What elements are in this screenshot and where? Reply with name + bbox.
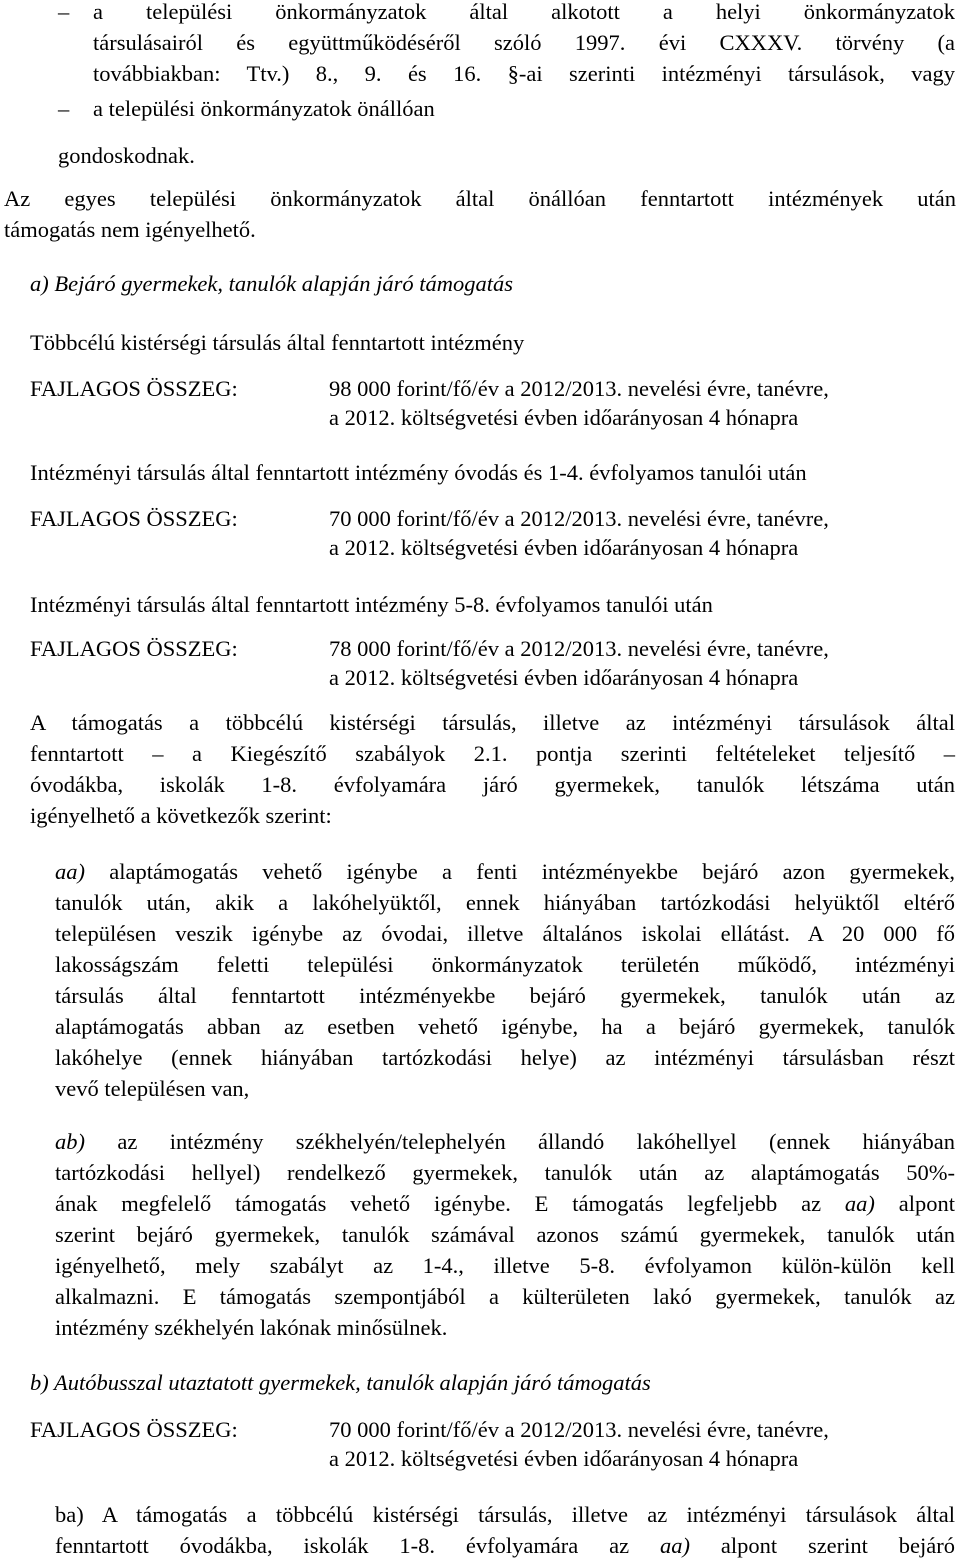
list-line: társulásairól és együttműködéséről szóló 1997. évi CXXXV. törvény (a [93, 30, 955, 55]
fajlagos-amount-2: a 2012. költségvetési évben időarányosan 4 hónapra [329, 535, 799, 560]
point-marker: aa) [55, 859, 85, 884]
list-dash: – [58, 96, 70, 121]
fajlagos-amount-2: a 2012. költségvetési évben időarányosan 4 hónapra [329, 665, 799, 690]
gondoskodnak-text: gondoskodnak. [58, 143, 195, 168]
fajlagos-label: FAJLAGOS ÖSSZEG: [30, 376, 238, 401]
list-line: a települési önkormányzatok által alkotott a helyi önkormányzatok [93, 0, 955, 24]
fajlagos-label: FAJLAGOS ÖSSZEG: [30, 636, 238, 661]
fajlagos-amount-2: a 2012. költségvetési évben időarányosan 4 hónapra [329, 1446, 799, 1471]
section-title: Többcélú kistérségi társulás által fenntartott intézmény [30, 330, 525, 355]
section-title: Intézményi társulás által fenntartott intézmény óvodás és 1-4. évfolyamos tanulói után [30, 460, 807, 485]
point-aa: aa) alaptámogatás vehető igénybe a fenti intézményekbe bejáró azon gyermekek, tanulók után, akik a lakóhelyüktől, ennek hiányában tartózkodási helyüktől eltérő településen veszik igénybe az óvodai, illetve általános iskolai ellátást. A 20 000 fő lakosságszám feletti települési önkormányzatok területén működő, intézményi társulás által fenntartott intézményekbe bejáró gyermekek, tanulók után az alaptámogatás abban az esetben vehető igénybe, ha a bejáró gyermekek, tanulók lakóhelye (ennek hiányában tartózkodási helye) az intézményi társulásban részt vevő településen van, [55, 859, 956, 1101]
heading-a: a) Bejáró gyermekek, tanulók alapján járó támogatás [30, 271, 514, 296]
point-ab: ab) az intézmény székhelyén/telephelyén állandó lakóhellyel (ennek hiányában tartózkodási hellyel) rendelkező gyermekek, tanulók után az alaptámogatás 50%- ának megfelelő támogatás vehető igénybe. E támogatás legfeljebb az aa) alpont szerint bejáró gyermekek, tanulók számával azonos számú gyermekek, tanulók után igényelhető, mely szabályt az 1-4., illetve 5-8. évfolyamon külön-külön kell alkalmazni. E támogatás szempontjából a külterületen lakó gyermekek, tanulók az intézmény székhelyén lakónak minősülnek. [55, 1129, 956, 1340]
point-ba: ba) A támogatás a többcélú kistérségi társulás, illetve az intézményi társulások által fenntartott óvodákba, iskolák 1-8. évfolyamára az aa) alpont szerint bejáró [55, 1502, 955, 1558]
fajlagos-amount: 70 000 forint/fő/év a 2012/2013. nevelési évre, tanévre, [329, 1417, 829, 1442]
list-dash: – [58, 0, 70, 24]
support-paragraph: A támogatás a többcélú kistérségi társulás, illetve az intézményi társulások által fenntartott – a Kiegészítő szabályok 2.1. pontja szerinti feltételeket teljesítő – óvodákba, iskolák 1-8. évfolyamára járó gyermekek, tanulók létszáma után igényelhető a következők szerint: [30, 710, 955, 828]
section-title: Intézményi társulás által fenntartott intézmény 5-8. évfolyamos tanulói után [30, 592, 713, 617]
heading-b: b) Autóbusszal utaztatott gyermekek, tanulók alapján járó támogatás [30, 1370, 651, 1395]
fajlagos-amount: 70 000 forint/fő/év a 2012/2013. nevelési évre, tanévre, [329, 506, 829, 531]
list-line: továbbiakban: Ttv.) 8., 9. és 16. §-ai szerinti intézményi társulások, vagy [93, 61, 955, 86]
fajlagos-amount: 78 000 forint/fő/év a 2012/2013. nevelési évre, tanévre, [329, 636, 829, 661]
aa-reference: aa) [844, 1191, 875, 1216]
point-marker: ab) [55, 1129, 85, 1154]
intro-paragraph: Az egyes települési önkormányzatok által önállóan fenntartott intézmények után támogatás nem igényelhető. [4, 186, 956, 242]
aa-reference: aa) [659, 1533, 690, 1558]
fajlagos-label: FAJLAGOS ÖSSZEG: [30, 506, 238, 531]
fajlagos-amount: 98 000 forint/fő/év a 2012/2013. nevelési évre, tanévre, [329, 376, 829, 401]
fajlagos-label: FAJLAGOS ÖSSZEG: [30, 1417, 238, 1442]
fajlagos-amount-2: a 2012. költségvetési évben időarányosan 4 hónapra [329, 405, 799, 430]
list-line: a települési önkormányzatok önállóan [93, 96, 435, 121]
